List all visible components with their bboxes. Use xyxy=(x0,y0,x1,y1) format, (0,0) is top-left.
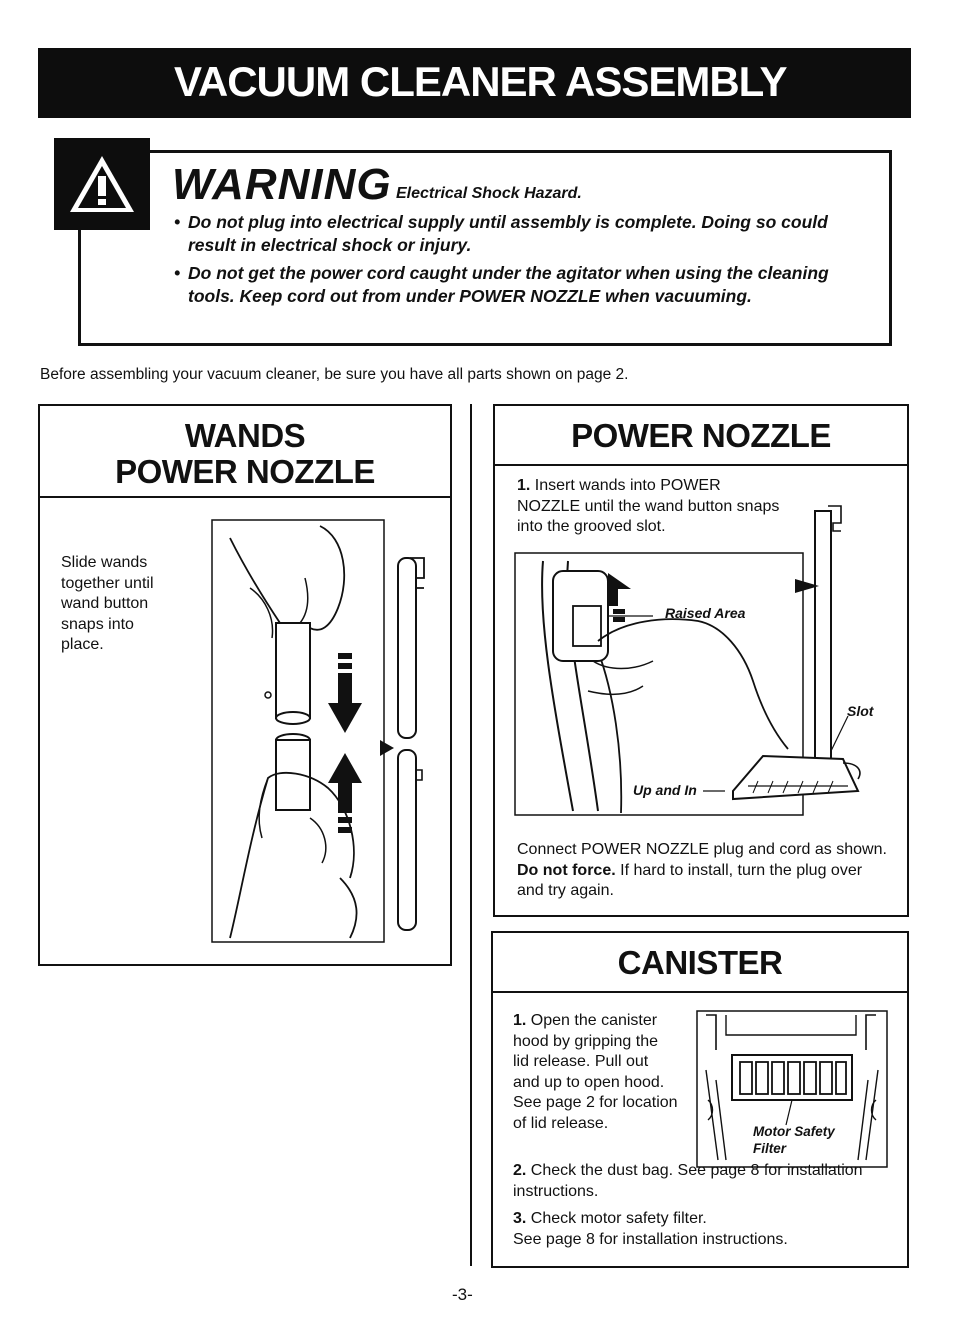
connect-text-after: If hard to install, turn the plug over and try again. xyxy=(517,861,863,899)
title-bar xyxy=(38,48,911,118)
page-title: VACUUM CLEANER ASSEMBLY xyxy=(174,58,787,105)
warning-triangle-icon xyxy=(54,138,150,230)
step-text: Open the canister hood by gripping the lid release. Pull out and up to open hood. See page 2 for location of lid release. xyxy=(513,1012,678,1132)
bullet: • xyxy=(174,212,181,232)
warning-item-text: Do not plug into electrical supply until assembly is complete. Doing so could result in electrical shock or injury. xyxy=(188,212,828,255)
callout-line2: Filter xyxy=(753,1141,787,1156)
step-text-line2: See page 8 for installation instructions. xyxy=(513,1230,788,1248)
step-number: 2. xyxy=(513,1162,527,1179)
canister-section xyxy=(491,931,909,1268)
warning-tab xyxy=(54,138,150,230)
warning-subtitle: Electrical Shock Hazard. xyxy=(396,185,582,202)
wands-title-line1: WANDS xyxy=(184,417,306,454)
power-nozzle-connect-text xyxy=(517,840,892,902)
canister-step1 xyxy=(513,1011,678,1134)
up-and-in-callout: Up and In xyxy=(633,782,697,798)
warning-item xyxy=(174,262,848,308)
bullet: • xyxy=(174,263,181,283)
raised-area-callout: Raised Area xyxy=(665,605,746,621)
step-text: Check the dust bag. See page 8 for installation instructions. xyxy=(513,1162,863,1200)
step-text: Insert wands into POWER NOZZLE until the wand button snaps into the grooved slot. xyxy=(517,477,780,535)
wands-illustration xyxy=(210,518,440,948)
power-nozzle-illustration xyxy=(513,501,883,836)
page-number: -3- xyxy=(452,1285,473,1304)
connect-text-before: Connect POWER NOZZLE plug and cord as shown. xyxy=(517,841,887,858)
connect-bold: Do not force. xyxy=(517,861,616,879)
step-number: 3. xyxy=(513,1210,527,1227)
section-divider xyxy=(40,496,450,498)
canister-step3 xyxy=(513,1209,893,1250)
motor-safety-filter-callout xyxy=(753,1123,835,1157)
warning-item xyxy=(174,211,868,257)
section-divider xyxy=(495,464,907,466)
wands-title-line2: POWER NOZZLE xyxy=(115,453,375,490)
power-nozzle-title: POWER NOZZLE xyxy=(571,417,831,454)
power-nozzle-section xyxy=(493,404,909,917)
slot-callout: Slot xyxy=(847,703,874,719)
step-number: 1. xyxy=(517,477,531,494)
canister-step2 xyxy=(513,1161,893,1202)
warning-heading: WARNING xyxy=(172,160,392,209)
canister-title: CANISTER xyxy=(617,944,783,981)
callout-line1: Motor Safety xyxy=(753,1124,835,1139)
warning-item-text: Do not get the power cord caught under the agitator when using the cleaning tools. Keep cord out from under POWER NOZZLE when vacuuming. xyxy=(188,263,829,306)
wands-instruction: Slide wands together until wand button snaps into place. xyxy=(61,554,154,653)
wands-section xyxy=(38,404,452,966)
step-number: 1. xyxy=(513,1012,527,1029)
intro-text: Before assembling your vacuum cleaner, be sure you have all parts shown on page 2. xyxy=(40,366,629,383)
wands-title xyxy=(40,418,450,490)
section-divider xyxy=(493,991,907,993)
step-text-line1: Check motor safety filter. xyxy=(530,1210,707,1227)
column-divider xyxy=(470,404,472,1266)
